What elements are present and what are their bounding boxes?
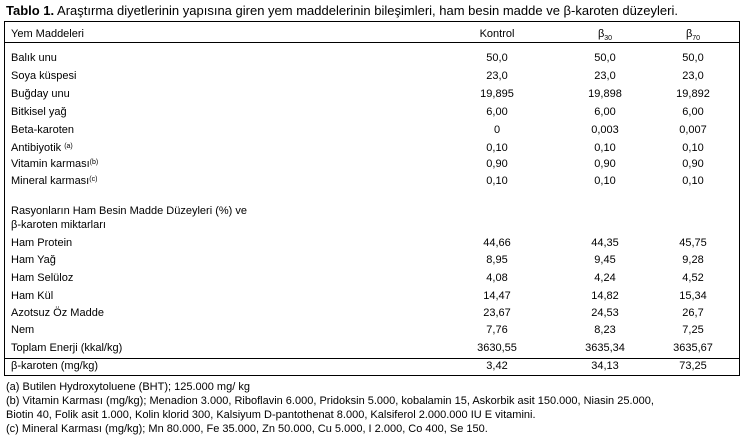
footnote-b: (b) Vitamin Karması (mg/kg); Menadion 3.000, Riboflavin 6.000, Pridoksin 5.000, kobalamin 15, Askorbik asit 150.000, Niasin 25.000, [6,395,654,407]
nutrient-b30: 34,13 [591,360,619,372]
ingredient-b70: 23,0 [682,70,704,82]
nutrient-b30: 44,35 [591,237,619,249]
ingredient-b30: 0,10 [594,142,616,154]
ingredient-b70: 6,00 [682,106,704,118]
header-yem-maddeleri: Yem Maddeleri [11,28,84,40]
ingredient-b30: 0,003 [591,124,619,136]
section-title-line2: β-karoten miktarları [11,219,106,231]
ingredient-b30: 50,0 [594,52,616,64]
ingredient-b70: 0,10 [682,175,704,187]
ingredient-name: Antibiyotik $^{(a)}$ [11,142,73,154]
nutrient-name: Ham Kül [11,290,54,302]
nutrient-b30: 24,53 [591,307,619,319]
ingredient-b70: 0,007 [679,124,707,136]
nutrient-name: β-karoten (mg/kg) [11,360,99,372]
ingredient-name: Vitamin karması$^{(b)}$ [11,158,99,170]
ingredient-name: Soya küspesi [11,70,77,82]
ingredient-b70: 0,10 [682,142,704,154]
ingredient-name: Beta-karoten [11,124,74,136]
nutrient-b70: 9,28 [682,254,704,266]
ingredient-kontrol: 0,10 [486,175,508,187]
nutrient-kontrol: 3,42 [486,360,508,372]
nutrient-b70: 15,34 [679,290,707,302]
nutrient-kontrol: 8,95 [486,254,508,266]
nutrient-b70: 45,75 [679,237,707,249]
ingredient-b30: 0,90 [594,158,616,170]
nutrient-name: Toplam Enerji (kkal/kg) [11,342,123,354]
caption-text: Araştırma diyetlerinin yapısına giren yem maddelerinin bileşimleri, ham besin madde ve β-karoten düzeyleri. [54,3,678,18]
nutrient-b30: 14,82 [591,290,619,302]
nutrient-b70: 26,7 [682,307,704,319]
ingredient-kontrol: 0,90 [486,158,508,170]
ingredient-b30: 23,0 [594,70,616,82]
nutrient-kontrol: 44,66 [483,237,511,249]
ingredient-kontrol: 23,0 [486,70,508,82]
ingredient-b30: 0,10 [594,175,616,187]
header-beta70: $\beta_{70}$ [685,28,701,42]
caption-label: Tablo 1. [6,3,55,18]
footnote-a: (a) Butilen Hydroxytoluene (BHT); 125.000 mg/ kg [6,381,250,393]
ingredient-b30: 19,898 [588,88,622,100]
ingredient-b70: 19,892 [676,88,710,100]
nutrient-b70: 4,52 [682,272,704,284]
ingredient-name: Mineral karması$^{(c)}$ [11,175,98,187]
ingredient-b70: 50,0 [682,52,704,64]
nutrient-b30: 8,23 [594,324,616,336]
ingredient-name: Bitkisel yağ [11,106,67,118]
nutrient-b30: 4,24 [594,272,616,284]
nutrient-kontrol: 14,47 [483,290,511,302]
nutrient-b30: 9,45 [594,254,616,266]
ingredient-kontrol: 0 [493,124,501,136]
footnote-ref: (a) [64,143,73,150]
footnote-b-cont: Biotin 40, Folik asit 1.000, Kolin klorid 300, Kalsiyum D-pantothenat 8.000, Kalsiferol 2.000.000 IU E vitamini. [6,409,536,421]
table-caption [6,3,678,18]
ingredient-name: Buğday unu [11,88,70,100]
footnote-c: (c) Mineral Karması (mg/kg); Mn 80.000, Fe 35.000, Zn 50.000, Cu 5.000, I 2.000, Co 400, Se 150. [6,423,488,435]
nutrient-kontrol: 7,76 [486,324,508,336]
nutrient-b30: 3635,34 [585,342,625,354]
ingredient-b70: 0,90 [682,158,704,170]
nutrient-name: Ham Yağ [11,254,56,266]
nutrient-name: Ham Selüloz [11,272,74,284]
last-row-divider [4,358,740,359]
ingredient-kontrol: 6,00 [486,106,508,118]
nutrient-name: Azotsuz Öz Madde [11,307,104,319]
header-divider [4,42,740,43]
nutrient-b70: 73,25 [679,360,707,372]
ingredient-kontrol: 50,0 [486,52,508,64]
nutrient-b70: 3635,67 [673,342,713,354]
ingredient-kontrol: 19,895 [480,88,514,100]
nutrient-kontrol: 3630,55 [477,342,517,354]
nutrient-name: Nem [11,324,35,336]
nutrient-name: Ham Protein [11,237,73,249]
ingredient-b30: 6,00 [594,106,616,118]
nutrient-kontrol: 23,67 [483,307,511,319]
header-kontrol: Kontrol [479,28,515,40]
footnote-ref: (c) [89,176,98,183]
nutrient-kontrol: 4,08 [486,272,508,284]
nutrient-b70: 7,25 [682,324,704,336]
ingredient-name: Balık unu [11,52,57,64]
section-title-line1: Rasyonların Ham Besin Madde Düzeyleri (%) ve [11,205,247,217]
footnote-ref: (b) [89,159,99,166]
header-beta30: $\beta_{30}$ [597,28,613,42]
ingredient-kontrol: 0,10 [486,142,508,154]
